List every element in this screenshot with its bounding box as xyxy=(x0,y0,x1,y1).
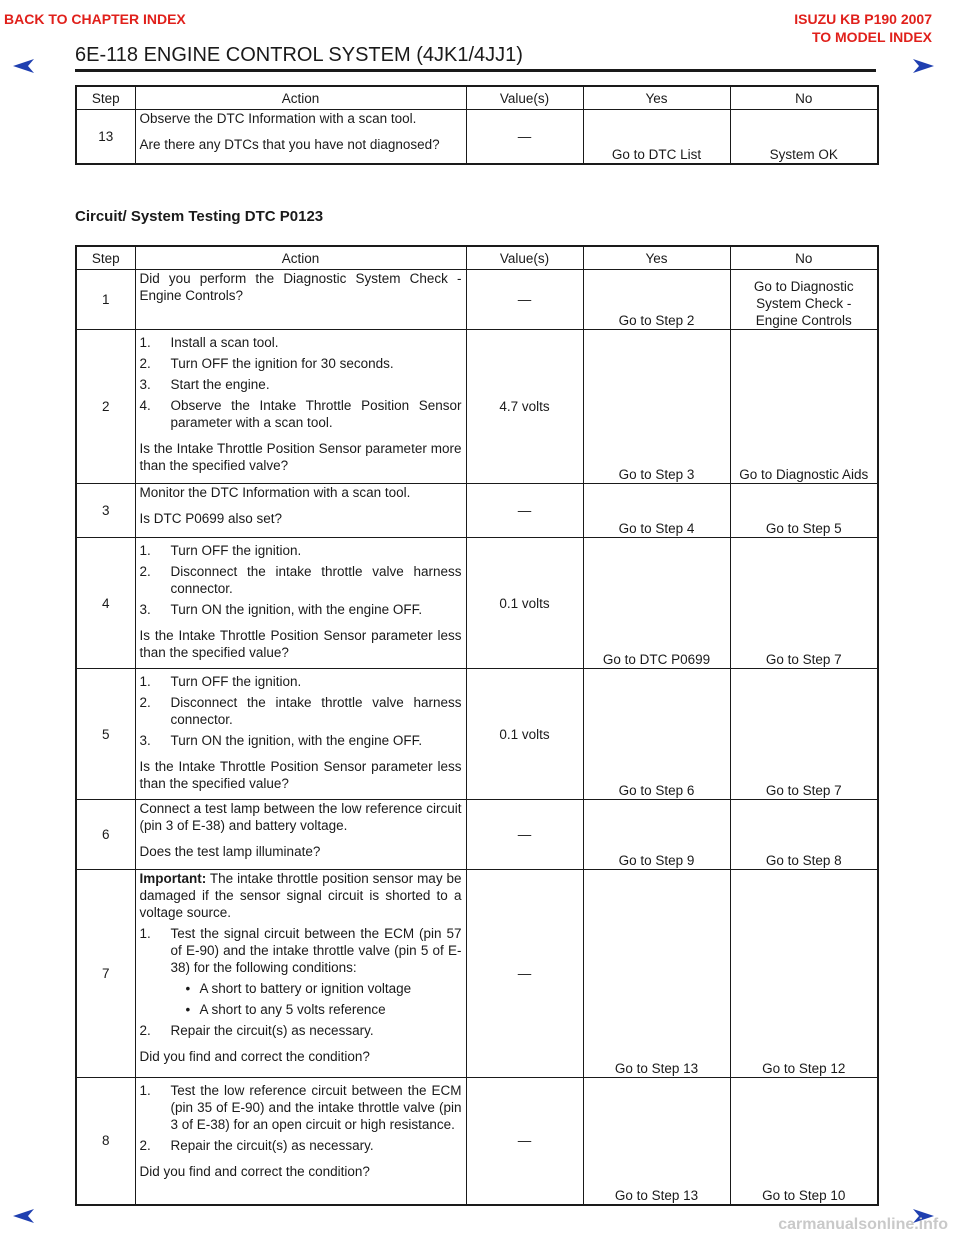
step-action xyxy=(135,870,466,1078)
step-yes: Go to Step 13 xyxy=(583,1078,730,1205)
table-row xyxy=(76,110,878,164)
yes-column-header: Yes xyxy=(583,86,730,110)
procedure-list xyxy=(140,334,462,431)
table-row xyxy=(76,270,878,330)
list-item: 4. Observe the Intake Throttle Position Sensor parameter with a scan tool. xyxy=(139,398,462,430)
list-item: 2. Disconnect the intake throttle valve harness connector. xyxy=(139,695,462,727)
list-item: 3. Turn ON the ignition, with the engine OFF. xyxy=(139,733,423,748)
action-column-header: Action xyxy=(135,86,466,110)
important-note xyxy=(140,870,462,921)
step-no: Go to Step 7 xyxy=(730,669,878,800)
list-item: 1. Install a scan tool. xyxy=(139,335,279,350)
action-question: Does the test lamp illuminate? xyxy=(139,844,321,859)
table-row xyxy=(76,870,878,1078)
step-action xyxy=(135,1078,466,1205)
values-column-header: Value(s) xyxy=(466,86,583,110)
step-column-header: Step xyxy=(76,86,135,110)
step-no: Go to Step 10 xyxy=(730,1078,878,1205)
bullet-item: • A short to any 5 volts reference xyxy=(185,1002,386,1017)
list-item: 1. Turn OFF the ignition. xyxy=(139,543,302,558)
list-item: 1. Test the signal circuit between the ECM (pin 57 of E-90) and the intake throttle valve (pin 5 of E-38) for the following conditions: • A short to battery or ignition voltage • A short to any 5 volts reference xyxy=(139,926,462,1017)
action-question: Is the Intake Throttle Position Sensor parameter more than the specified valve? xyxy=(139,441,462,473)
step-number: 2 xyxy=(76,330,135,484)
step-yes: Go to DTC List xyxy=(583,110,730,164)
step-no: Go to Step 5 xyxy=(730,484,878,538)
step-action xyxy=(135,669,466,800)
previous-page-arrow-icon[interactable] xyxy=(12,1208,36,1224)
step-yes: Go to Step 3 xyxy=(583,330,730,484)
step-action xyxy=(135,538,466,669)
step-action xyxy=(135,330,466,484)
list-item: 2. Turn OFF the ignition for 30 seconds. xyxy=(139,356,394,371)
watermark: carmanualsonline.info xyxy=(778,1216,948,1233)
step-no: Go to Step 7 xyxy=(730,538,878,669)
list-item: 1. Turn OFF the ignition. xyxy=(139,674,302,689)
step-value: 0.1 volts xyxy=(466,669,583,800)
action-text: Observe the DTC Information with a scan tool. xyxy=(139,111,417,126)
step-number: 3 xyxy=(76,484,135,538)
step-yes: Go to Step 9 xyxy=(583,800,730,870)
table-row xyxy=(76,1078,878,1205)
no-column-header: No xyxy=(730,246,878,270)
next-page-arrow-icon[interactable] xyxy=(911,58,935,74)
dtc-p0123-table xyxy=(75,245,879,1206)
action-question: Are there any DTCs that you have not diagnosed? xyxy=(139,137,440,152)
table-row xyxy=(76,484,878,538)
step-yes: Go to DTC P0699 xyxy=(583,538,730,669)
important-label: Important: xyxy=(139,871,207,886)
step-yes: Go to Step 2 xyxy=(583,270,730,330)
step-number: 8 xyxy=(76,1078,135,1205)
step-no: Go to Step 12 xyxy=(730,870,878,1078)
step-number: 4 xyxy=(76,538,135,669)
action-column-header: Action xyxy=(135,246,466,270)
table-header-row xyxy=(76,86,878,110)
step-column-header: Step xyxy=(76,246,135,270)
to-model-index-link[interactable]: TO MODEL INDEX xyxy=(811,29,932,45)
step-value: 0.1 volts xyxy=(466,538,583,669)
header-rule xyxy=(75,69,876,72)
action-text: Connect a test lamp between the low reference circuit (pin 3 of E-38) and battery voltage. xyxy=(139,801,462,833)
step-no: Go to Step 8 xyxy=(730,800,878,870)
step-value: — xyxy=(466,1078,583,1205)
step-yes: Go to Step 4 xyxy=(583,484,730,538)
action-question: Is the Intake Throttle Position Sensor parameter less than the specified value? xyxy=(139,628,462,660)
values-column-header: Value(s) xyxy=(466,246,583,270)
step-action xyxy=(135,270,466,330)
model-title: ISUZU KB P190 2007 xyxy=(794,11,932,27)
procedure-list xyxy=(140,1082,462,1154)
step-action xyxy=(135,110,466,164)
procedure-list xyxy=(140,925,462,1039)
back-to-chapter-index-link[interactable]: BACK TO CHAPTER INDEX xyxy=(4,11,186,27)
table-row xyxy=(76,330,878,484)
bullet-item: • A short to battery or ignition voltage xyxy=(185,981,412,996)
dtc-table-continued xyxy=(75,85,879,165)
action-question: Is DTC P0699 also set? xyxy=(139,511,283,526)
step-value: — xyxy=(466,800,583,870)
step-value: — xyxy=(466,110,583,164)
step-number: 6 xyxy=(76,800,135,870)
step-yes: Go to Step 13 xyxy=(583,870,730,1078)
yes-column-header: Yes xyxy=(583,246,730,270)
step-value: — xyxy=(466,484,583,538)
important-text: The intake throttle position sensor may be damaged if the sensor signal circuit is shorted to a voltage source. xyxy=(139,871,462,920)
step-no: Go to Diagnostic System Check - Engine Controls xyxy=(730,270,878,330)
table-row xyxy=(76,800,878,870)
step-no: System OK xyxy=(730,110,878,164)
bullet-list xyxy=(171,980,462,1018)
step-yes: Go to Step 6 xyxy=(583,669,730,800)
table-row xyxy=(76,538,878,669)
step-number: 7 xyxy=(76,870,135,1078)
action-question: Is the Intake Throttle Position Sensor parameter less than the specified value? xyxy=(139,759,462,791)
step-action xyxy=(135,484,466,538)
previous-page-arrow-icon[interactable] xyxy=(12,58,36,74)
step-value: 4.7 volts xyxy=(466,330,583,484)
page-header: 6E-118 ENGINE CONTROL SYSTEM (4JK1/4JJ1) xyxy=(75,44,523,66)
list-item: 3. Turn ON the ignition, with the engine OFF. xyxy=(139,602,423,617)
procedure-list xyxy=(140,542,462,618)
no-column-header: No xyxy=(730,86,878,110)
step-number: 13 xyxy=(76,110,135,164)
table-header-row xyxy=(76,246,878,270)
table-row xyxy=(76,669,878,800)
list-item: 1. Test the low reference circuit between the ECM (pin 35 of E-90) and the intake throttle valve (pin 3 of E-38) for an open circuit or high resistance. xyxy=(139,1083,462,1132)
list-item: 3. Start the engine. xyxy=(139,377,270,392)
list-item: 2. Disconnect the intake throttle valve harness connector. xyxy=(139,564,462,596)
list-item: 2. Repair the circuit(s) as necessary. xyxy=(139,1023,374,1038)
step-no: Go to Diagnostic Aids xyxy=(730,330,878,484)
step-action xyxy=(135,800,466,870)
step-value: — xyxy=(466,870,583,1078)
section-title: Circuit/ System Testing DTC P0123 xyxy=(75,208,324,225)
action-question: Did you find and correct the condition? xyxy=(139,1164,370,1179)
action-question: Did you find and correct the condition? xyxy=(139,1049,370,1064)
procedure-list xyxy=(140,673,462,749)
action-text: Did you perform the Diagnostic System Check - Engine Controls? xyxy=(139,271,462,303)
step-value: — xyxy=(466,270,583,330)
list-item: 2. Repair the circuit(s) as necessary. xyxy=(139,1138,374,1153)
step-number: 1 xyxy=(76,270,135,330)
action-text: Monitor the DTC Information with a scan tool. xyxy=(139,485,411,500)
step-number: 5 xyxy=(76,669,135,800)
